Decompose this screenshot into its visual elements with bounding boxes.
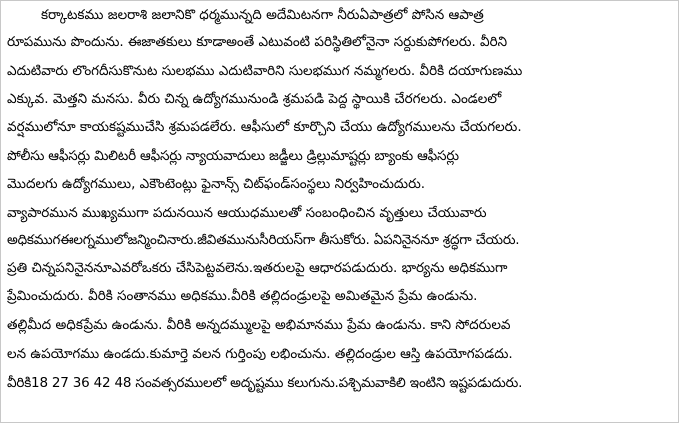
text-line-3: ఎదుటివారు లొంగదీసుకొనుట సులభము ఎదుటివారిని సులభముగ నమ్మగలరు. వీరికి దయాగుణము [7,63,523,79]
text-line-14: వీరికి18 27 36 42 48 సంవత్సరములలో అదృష్టము కలుగును.పశ్చిమవాకిలి ఇంటిని ఇష్టపడుదురు. [7,375,523,391]
text-line-8: వ్యాపారమున ముఖ్యముగా పదునయిన ఆయుధములతో సంబంధించిన వృత్తులు చేయువారు [7,205,487,221]
text-line-4: ఎక్కువ. మెత్తని మనసు. వీరు చిన్న ఉద్యోగమునుండి శ్రమపడి పెద్ద స్థాయికి చేరగలరు. ఎండలలో [7,91,502,107]
text-line-11: ప్రేమించుదురు. వీరికి సంతానము అధికము.వీరికి తల్లిదండ్రులపై అమితమైన ప్రేమ ఉండును. [7,288,478,304]
text-line-13: లన ఉపయోగము ఉండదు.కుమార్తె వలన గుర్తింపు లభించును. తల్లిదండ్రుల ఆస్తి ఉపయోగపడదు. [7,346,513,362]
text-line-9: అధికముగఈలగ్నములోజన్మించినారు.జీవితమునుసీరియస్‌గా తీసుకోరు. ఏపనినైననూ శ్రద్ధగా చేయరు. [7,232,520,248]
text-line-12: తల్లిమీద అధికప్రేమ ఉండును. వీరికి అన్నదమ్ములపై అభిమానము ప్రేమ ఉండును. కాని సోదరులవ [7,317,511,333]
text-line-5: వర్షములోనూ కాయకష్టముచేసి శ్రమపడలేరు. ఆఫీసులో కూర్చొని చేయు ఉద్యోగములను చేయగలరు. [7,119,522,135]
text-line-7: మొదలగు ఉద్యోగములు, ఎకౌంటెంట్లు ఫైనాన్స్ చిట్‌ఫండ్‌సంస్థలు నిర్వహించుదురు. [7,176,426,192]
text-line-6: పోలీసు ఆఫీసర్లు మిలిటరీ ఆఫీసర్లు న్యాయవాదులు జడ్జీలు డ్రిల్లుమాష్టర్లు బ్యాంకు ఆఫీసర్లు [7,148,459,164]
text-line-2: రూపమును పొందును. ఈజాతకులు కూడాఅంతే ఎటువంటి పరిస్థితిలోనైనా సర్దుకుపోగలరు. వీరిని [7,34,508,50]
text-line-10: ప్రతి చిన్నపనినైననూఎవరోఒకరు చేసిపెట్టవలెను.ఇతరులపై ఆధారపడుదురు. భార్యను అధికముగా [7,260,508,276]
text-line-1: కర్కాటకము జలరాశి జలానికొ ధర్మమున్నది అదేమిటనగా నీరుఏపాత్రలో పోసిన ఆపాత్ర [41,7,484,23]
